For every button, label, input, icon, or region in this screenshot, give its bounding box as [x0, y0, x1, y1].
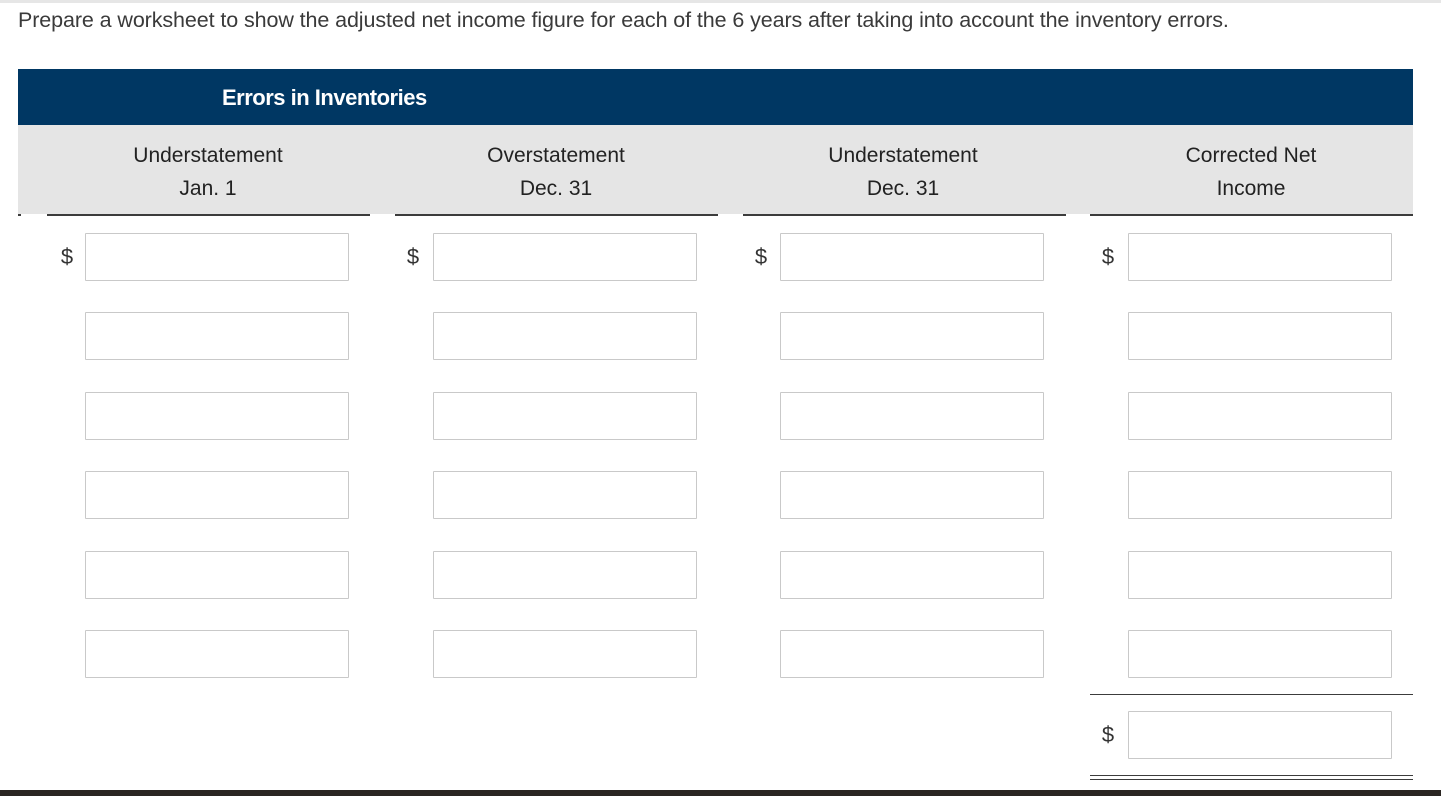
- row3-understatement-dec-input[interactable]: [780, 392, 1044, 440]
- row2-corrected-net-income-input[interactable]: [1128, 312, 1392, 360]
- bottom-edge-bar: [0, 790, 1441, 796]
- row2-understatement-jan-input[interactable]: [85, 312, 349, 360]
- errors-in-inventories-heading: Errors in Inventories: [222, 85, 427, 110]
- row1-understatement-jan-input[interactable]: [85, 233, 349, 281]
- table-header-bar: [18, 69, 1413, 125]
- total-corrected-net-income-input[interactable]: [1128, 711, 1392, 759]
- currency-symbol: $: [1101, 722, 1115, 747]
- row1-corrected-net-income-input[interactable]: [1128, 233, 1392, 281]
- column-header-row: [18, 125, 1413, 214]
- row6-corrected-net-income-input[interactable]: [1128, 630, 1392, 678]
- header-underline-col1: [47, 214, 370, 216]
- currency-symbol: $: [406, 244, 420, 269]
- row4-understatement-jan-input[interactable]: [85, 471, 349, 519]
- row3-overstatement-dec-input[interactable]: [433, 392, 697, 440]
- row5-corrected-net-income-input[interactable]: [1128, 551, 1392, 599]
- row6-understatement-dec-input[interactable]: [780, 630, 1044, 678]
- row2-overstatement-dec-input[interactable]: [433, 312, 697, 360]
- row5-overstatement-dec-input[interactable]: [433, 551, 697, 599]
- currency-symbol: $: [60, 244, 74, 269]
- row6-understatement-jan-input[interactable]: [85, 630, 349, 678]
- row5-understatement-dec-input[interactable]: [780, 551, 1044, 599]
- currency-symbol: $: [1101, 244, 1115, 269]
- row6-overstatement-dec-input[interactable]: [433, 630, 697, 678]
- row3-corrected-net-income-input[interactable]: [1128, 392, 1392, 440]
- column-header-understatement-dec: Understatement Dec. 31: [828, 144, 978, 200]
- header-underline-col4: [1090, 214, 1413, 216]
- total-double-rule-top: [1090, 775, 1413, 776]
- currency-symbol: $: [754, 244, 768, 269]
- row4-understatement-dec-input[interactable]: [780, 471, 1044, 519]
- row4-corrected-net-income-input[interactable]: [1128, 471, 1392, 519]
- row1-understatement-dec-input[interactable]: [780, 233, 1044, 281]
- header-underline-col2: [395, 214, 718, 216]
- header-underline-col3: [743, 214, 1066, 216]
- column-header-corrected-net-income: Corrected Net Income: [1185, 144, 1317, 200]
- row4-overstatement-dec-input[interactable]: [433, 471, 697, 519]
- column-header-overstatement-dec: Overstatement Dec. 31: [487, 144, 625, 200]
- row5-understatement-jan-input[interactable]: [85, 551, 349, 599]
- question-instruction: Prepare a worksheet to show the adjusted net income figure for each of the 6 years after taking into account the inventory errors.: [18, 8, 1229, 32]
- top-divider: [0, 0, 1441, 3]
- column-header-understatement-jan: Understatement Jan. 1: [133, 144, 283, 200]
- row3-understatement-jan-input[interactable]: [85, 392, 349, 440]
- total-top-rule: [1090, 694, 1413, 695]
- row2-understatement-dec-input[interactable]: [780, 312, 1044, 360]
- header-underline-left: [18, 214, 21, 216]
- total-double-rule-bottom: [1090, 779, 1413, 780]
- row1-overstatement-dec-input[interactable]: [433, 233, 697, 281]
